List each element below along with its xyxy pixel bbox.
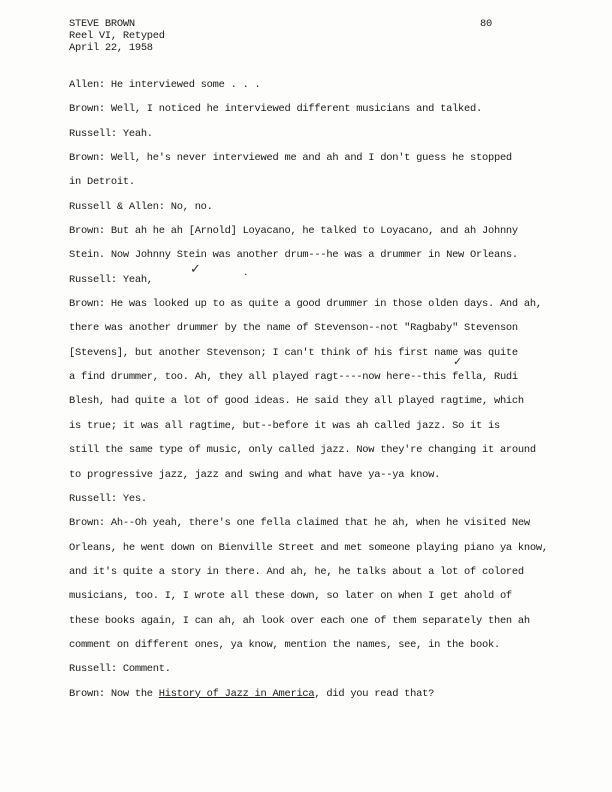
transcript-line: Russell: Yeah. [69,127,153,140]
transcript-line: to progressive jazz, jazz and swing and what have ya--ya know. [69,468,441,481]
transcript-body [69,79,564,712]
transcript-line: Brown: Well, he's never interviewed me and ah and I don't guess he stopped [69,152,512,165]
transcript-line: Russell: Yes. [69,492,147,505]
transcript-line-last [69,688,564,712]
header-name: STEVE BROWN [69,18,135,30]
header-date: April 22, 1958 [69,42,153,54]
handwritten-check-mark-2: ✓ [453,355,462,368]
transcript-line: Brown: Ah--Oh yeah, there's one fella claimed that he ah, when he visited New [69,517,530,530]
transcript-line: still the same type of music, only called jazz. Now they're changing it around [69,444,536,457]
transcript-line: comment on different ones, ya know, mention the names, see, in the book. [69,638,500,651]
transcript-line: Brown: Well, I noticed he interviewed different musicians and talked. [69,103,482,116]
transcript-line: is true; it was all ragtime, but--before it was ah called jazz. So it is [69,419,500,432]
transcript-line: Brown: He was looked up to as quite a good drummer in those olden days. And ah, [69,298,542,311]
line-text: , did you read that? [314,687,435,700]
transcript-line: Allen: He interviewed some . . . [69,79,261,91]
book-title: History of Jazz in America [158,687,315,700]
transcript-line: Russell & Allen: No, no. [69,200,213,213]
transcript-line: Orleans, he went down on Bienville Street and met someone playing piano ya know, [69,541,548,554]
transcript-line: musicians, too. I, I wrote all these down, so later on when I get ahold of [69,590,512,603]
stray-dot-mark: · [244,268,248,281]
transcript-line: and it's quite a story in there. And ah, he, he talks about a lot of colored [69,565,524,578]
handwritten-check-mark: ✓ [190,262,201,277]
transcript-line: these books again, I can ah, ah look over each one of them separately then ah [69,614,530,627]
transcript-line: Stein. Now Johnny Stein was another drum---he was a drummer in New Orleans. [69,249,518,262]
transcript-line: Brown: But ah he ah [Arnold] Loyacano, he talked to Loyacano, and ah Johnny [69,225,518,238]
transcript-line: [Stevens], but another Stevenson; I can't think of his first name was quite [69,346,518,359]
line-text: Brown: Now the [69,687,159,700]
transcript-line: Russell: Yeah, [69,273,153,286]
transcript-line: there was another drummer by the name of Stevenson--not "Ragbaby" Stevenson [69,322,518,335]
transcript-line: a find drummer, too. Ah, they all played ragt----now here--this fella, Rudi [69,371,518,384]
transcript-line: in Detroit. [69,176,135,189]
page-number: 80 [480,18,492,30]
header-reel: Reel VI, Retyped [69,30,165,42]
transcript-line: Blesh, had quite a lot of good ideas. He said they all played ragtime, which [69,395,524,408]
transcript-line: Russell: Comment. [69,663,171,676]
